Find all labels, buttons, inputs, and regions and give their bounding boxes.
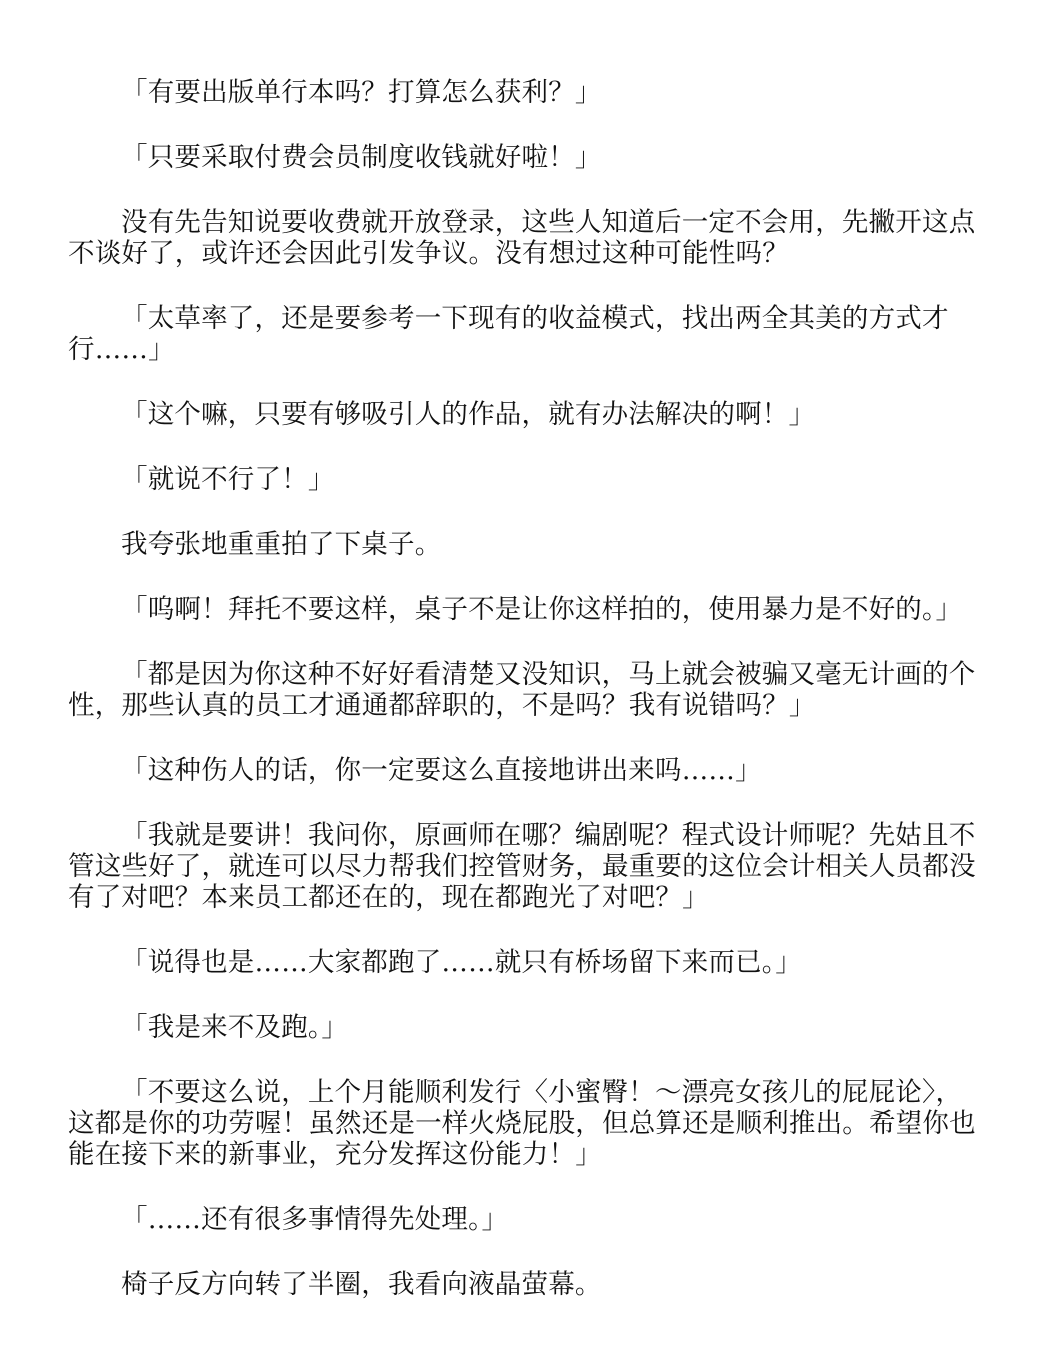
paragraph: 没有先告知说要收费就开放登录，这些人知道后一定不会用，先撇开这点不谈好了，或许还会因此引发争议。没有想过这种可能性吗？: [68, 207, 976, 269]
paragraph: 「有要出版单行本吗？打算怎么获利？」: [121, 77, 602, 108]
paragraph: 「我是来不及跑。」: [121, 1012, 349, 1043]
paragraph: 「这种伤人的话，你一定要这么直接地讲出来吗……」: [121, 755, 762, 786]
paragraph: 「不要这么说，上个月能顺利发行〈小蜜臀！～漂亮女孩儿的屁屁论〉，这都是你的功劳喔！虽然还是一样火烧屁股，但总算还是顺利推出。希望你也能在接下来的新事业，充分发挥这份能力！」: [68, 1077, 976, 1170]
paragraph: 「这个嘛，只要有够吸引人的作品，就有办法解决的啊！」: [121, 399, 816, 430]
paragraph: 「呜啊！拜托不要这样，桌子不是让你这样拍的，使用暴力是不好的。」: [121, 594, 963, 625]
paragraph: 「……还有很多事情得先处理。」: [121, 1204, 509, 1235]
paragraph: 我夸张地重重拍了下桌子。: [121, 529, 442, 560]
paragraph: 「太草率了，还是要参考一下现有的收益模式，找出两全其美的方式才行……」: [68, 303, 949, 365]
paragraph: 「都是因为你这种不好好看清楚又没知识，马上就会被骗又毫无计画的个性，那些认真的员工才通通都辞职的，不是吗？我有说错吗？」: [68, 659, 976, 721]
paragraph: 「说得也是……大家都跑了……就只有桥场留下来而已。」: [121, 947, 802, 978]
paragraph: 「只要采取付费会员制度收钱就好啦！」: [121, 142, 602, 173]
paragraph: 「就说不行了！」: [121, 464, 335, 495]
paragraph: 椅子反方向转了半圈，我看向液晶萤幕。: [121, 1269, 602, 1300]
paragraph: 「我就是要讲！我问你，原画师在哪？编剧呢？程式设计师呢？先姑且不管这些好了，就连可以尽力帮我们控管财务，最重要的这位会计相关人员都没有了对吧？本来员工都还在的，现在都跑光了对吧？」: [68, 820, 976, 913]
